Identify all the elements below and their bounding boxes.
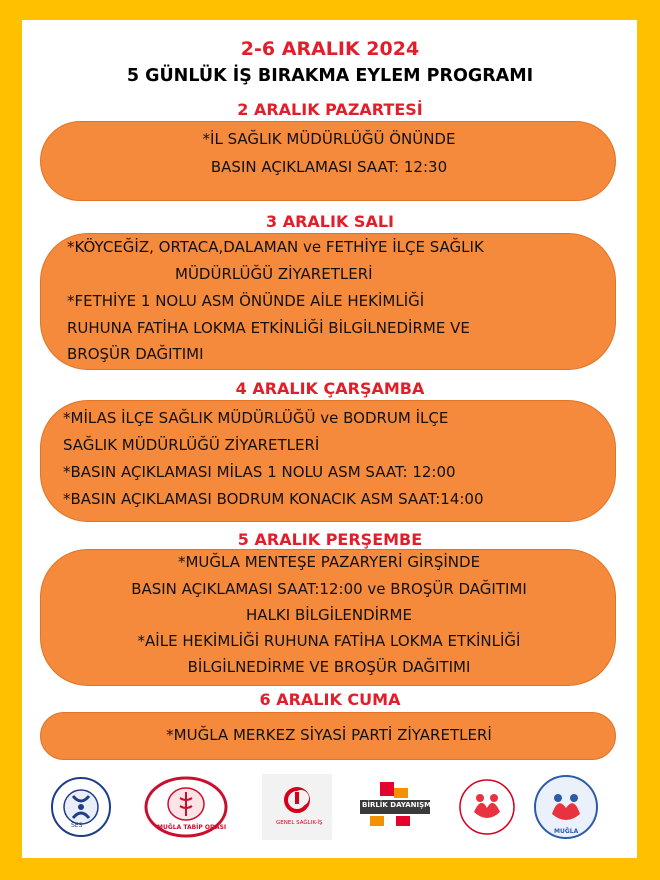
turk-tabipleri-birligi-logo-icon: MUĞLA TABİP ODASI: [143, 776, 229, 838]
day-4-line-3: HALKI BİLGİLENDİRME: [246, 606, 412, 624]
day-4-line-2: BASIN AÇIKLAMASI SAAT:12:00 ve BROŞÜR DAĞITIMI: [131, 580, 527, 598]
day-3-heading: 4 ARALIK ÇARŞAMBA: [235, 379, 425, 398]
health-association-logo-icon: [454, 778, 520, 836]
day-2-line-4: RUHUNA FATİHA LOKMA ETKİNLİĞİ BİLGİLNEDİRME VE: [67, 319, 470, 337]
day-5-box: [40, 712, 616, 760]
ses-union-logo-icon: SES: [45, 776, 117, 838]
sponsor-logos: [0, 770, 660, 840]
day-3-line-1: *MİLAS İLÇE SAĞLIK MÜDÜRLÜĞÜ ve BODRUM İLÇE: [63, 409, 449, 427]
day-2-heading: 3 ARALIK SALI: [266, 212, 394, 231]
day-2-line-5: BROŞÜR DAĞITIMI: [67, 345, 204, 363]
day-1-heading: 2 ARALIK PAZARTESİ: [237, 100, 423, 119]
day-3-line-2: SAĞLIK MÜDÜRLÜĞÜ ZİYARETLERİ: [63, 436, 320, 454]
day-1-line-2: BASIN AÇIKLAMASI SAAT: 12:30: [210, 158, 448, 176]
day-3-line-3: *BASIN AÇIKLAMASI MİLAS 1 NOLU ASM SAAT: 12:00: [63, 463, 456, 481]
day-1-box: [40, 121, 616, 201]
day-2-line-3: *FETHİYE 1 NOLU ASM ÖNÜNDE AİLE HEKİMLİĞİ: [67, 292, 425, 310]
program-title: 5 GÜNLÜK İŞ BIRAKMA EYLEM PROGRAMI: [126, 66, 534, 86]
genel-saglik-is-logo-icon: GENEL SAĞLIK-İŞ: [262, 774, 332, 840]
day-4-line-4: *AİLE HEKİMLİĞİ RUHUNA FATİHA LOKMA ETKİNLİĞİ: [137, 632, 521, 650]
day-5-line-1: *MUĞLA MERKEZ SİYASİ PARTİ ZİYARETLERİ: [166, 726, 492, 744]
day-3-box: [40, 400, 616, 522]
day-4-heading: 5 ARALIK PERŞEMBE: [237, 530, 423, 549]
day-5-heading: 6 ARALIK CUMA: [259, 690, 401, 709]
mugla-health-platform-logo-icon: MUĞLA: [528, 774, 604, 840]
day-2-box: [40, 233, 616, 370]
birlik-dayanisma-logo-icon: BİRLİK DAYANIŞMA: [352, 782, 436, 828]
day-4-box: [40, 549, 616, 686]
day-2-line-2: MÜDÜRLÜĞÜ ZİYARETLERİ: [175, 265, 373, 283]
day-4-line-1: *MUĞLA MENTEŞE PAZARYERİ GİRŞİNDE: [177, 553, 481, 571]
day-1-line-1: *İL SAĞLIK MÜDÜRLÜĞÜ ÖNÜNDE: [202, 130, 456, 148]
date-range-title: 2-6 ARALIK 2024: [240, 38, 420, 60]
day-2-line-1: *KÖYCEĞİZ, ORTACA,DALAMAN ve FETHİYE İLÇE SAĞLIK: [67, 238, 484, 256]
day-4-line-5: BİLGİLNEDİRME VE BROŞÜR DAĞITIMI: [187, 658, 471, 676]
day-3-line-4: *BASIN AÇIKLAMASI BODRUM KONACIK ASM SAAT:14:00: [63, 490, 484, 508]
